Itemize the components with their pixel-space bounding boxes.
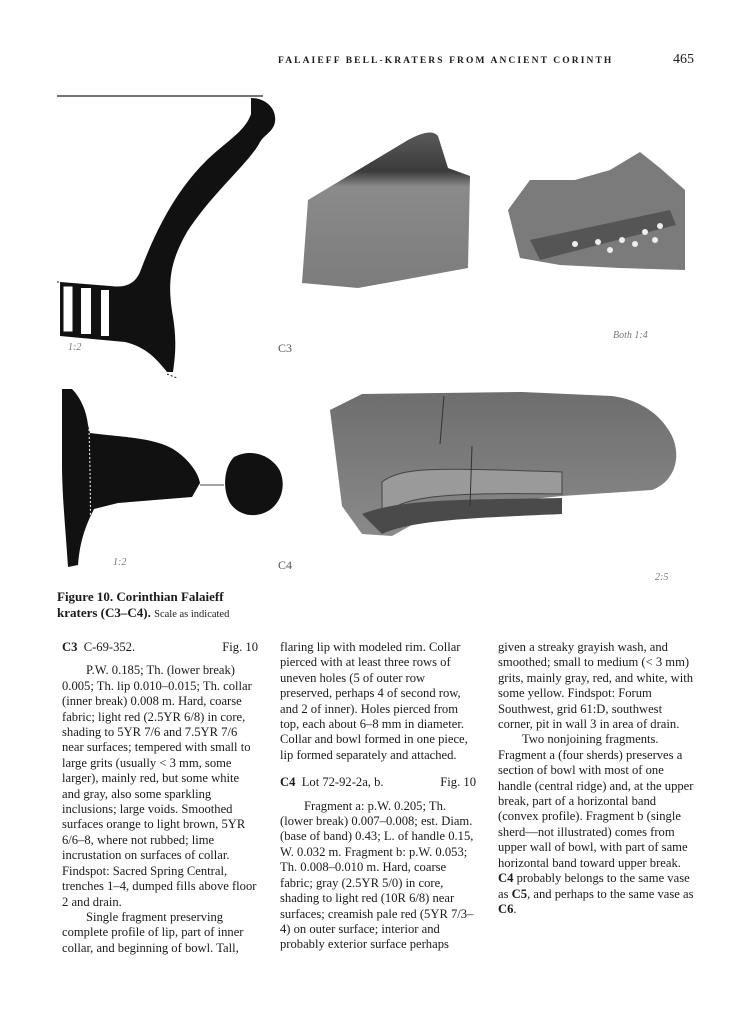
- c4-figure-reference: Fig. 10: [440, 775, 476, 790]
- c6-cross-reference: C6: [498, 901, 514, 916]
- c4-commentary-link-2: , and perhaps to the same vase as: [527, 886, 694, 901]
- c3-catalog-number: C3: [62, 640, 78, 654]
- running-head: FALAIEFF BELL-KRATERS FROM ANCIENT CORINTH: [278, 56, 614, 66]
- c4-photo-scale: 2:5: [655, 572, 669, 583]
- c4-cross-reference: C4: [498, 871, 514, 886]
- c4-description-continued: given a streaky grayish wash, and smoothed; small to medium (< 3 mm) grits, mainly gray, red, and white, with some yellow. Findspot: Forum Southwest, grid 61:D, southwest corner, pit in wall 3 in area of drain.: [498, 640, 694, 732]
- c3-inventory-number: C-69-352.: [83, 640, 136, 654]
- c3-photo-fragment-2: [500, 150, 690, 275]
- c3-entry-heading: [62, 640, 258, 655]
- c3-photo-fragment-1: [298, 128, 473, 290]
- text-column-2: [280, 640, 476, 953]
- text-column-1: [62, 640, 258, 956]
- page-number: 465: [673, 52, 694, 67]
- c3-commentary: Single fragment preserving complete profile of lip, part of inner collar, and beginning of bowl. Tall,: [62, 909, 244, 955]
- c4-description: Fragment a: p.W. 0.205; Th. (lower break) 0.007–0.008; est. Diam. (base of band) 0.43; L. of handle 0.15, W. 0.032 m. Fragment b: p.W. 0.053; Th. 0.008–0.010 m. Hard, coarse fabric; gray (2.5YR 5/0) in core, shading to light red (10R 6/8) near surfaces; creamish pale red (5YR 7/3–4) on outer surface; interior and probably exterior surface perhaps: [280, 798, 474, 952]
- c3-profile-scale: 1:2: [68, 342, 82, 353]
- caption-note: Scale as indicated: [154, 609, 230, 620]
- c3-photo-scale: Both 1:4: [613, 330, 648, 341]
- c5-cross-reference: C5: [511, 886, 528, 901]
- figure-caption: [57, 589, 257, 623]
- c3-figure-label: C3: [278, 341, 293, 355]
- c4-commentary-text: Two nonjoining fragments. Fragment a (four sherds) preserves a section of bowl with most of one handle (central ridge) and, at the upper break, part of a horizontal band (convex profile). Fragment b (single sherd—not illustrated) comes from upper wall of bowl, with part of same horizontal band toward upper break.: [498, 732, 694, 870]
- c4-profile-scale: 1:2: [113, 557, 127, 568]
- caption-title: Figure 10. Corinthian Falaieff kraters (C3–C4).: [57, 589, 224, 620]
- text-column-3: [498, 640, 694, 917]
- c4-profile-drawing: [58, 385, 308, 575]
- c4-catalog-number: C4: [280, 775, 296, 790]
- c3-profile-drawing: [55, 92, 280, 382]
- c3-figure-reference: Fig. 10: [222, 640, 258, 654]
- c4-commentary-end: .: [513, 901, 517, 916]
- c4-commentary-link-1: probably belongs to the same vase as: [498, 871, 690, 901]
- c3-description: P.W. 0.185; Th. (lower break) 0.005; Th. lip 0.010–0.015; Th. collar (inner break) 0.008 m. Hard, coarse fabric; light red (2.5YR 6/8) in core, shading to 5YR 7/6 and 7.5YR 7/6 near surfaces; tempered with small to large grits (usually < 3 mm, some larger), mainly red, but some white and gray, also some sparkling inclusions; large voids. Smoothed surfaces orange to light brown, 5YR 6/6–8, where not rubbed; lime incrustation on surfaces of collar. Findspot: Sacred Spring Central, trenches 1–4, dumped fills above floor 2 and drain.: [62, 663, 257, 909]
- c3-commentary-continued: flaring lip with modeled rim. Collar pierced with at least three rows of uneven holes (5 of outer row preserved, perhaps 4 of second row, and 2 of inner). Holes pierced from top, each about 6–8 mm in diameter. Collar and bowl formed in one piece, lip formed separately and attached.: [280, 640, 468, 762]
- c4-inventory-number: Lot 72-92-2a, b.: [301, 775, 384, 790]
- c4-figure-label: C4: [278, 558, 293, 572]
- c4-photo-fragment: [322, 386, 692, 546]
- c4-entry-heading: [280, 775, 476, 790]
- c4-commentary: [498, 732, 694, 917]
